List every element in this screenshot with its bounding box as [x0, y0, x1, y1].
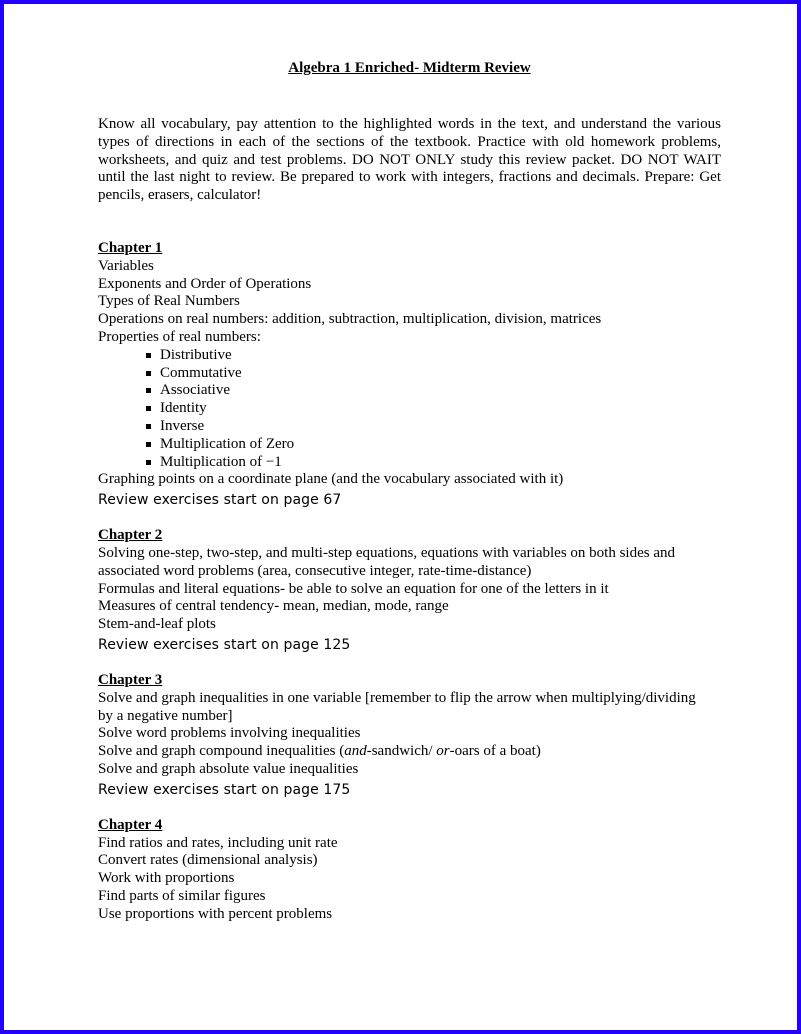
chapter-2-heading: Chapter 2 — [98, 527, 163, 544]
chapter-1-review-note: Review exercises start on page 67 — [98, 492, 342, 509]
chapter-1-heading: Chapter 1 — [98, 239, 163, 256]
chapter-3-line: by a negative number] — [98, 707, 233, 724]
chapter-4-line: Work with proportions — [98, 870, 235, 887]
document-title: Algebra 1 Enriched- Midterm Review — [288, 60, 531, 76]
chapter-2-line: associated word problems (area, consecutive integer, rate-time-distance) — [98, 562, 532, 579]
chapter-4-line: Convert rates (dimensional analysis) — [98, 852, 318, 869]
chapter-3-line: Solve word problems involving inequalities — [98, 725, 361, 742]
chapter-2-line: Measures of central tendency- mean, median, mode, range — [98, 598, 449, 615]
chapter-3-line: Solve and graph inequalities in one variable [remember to flip the arrow when multiplying/dividing — [98, 689, 696, 706]
chapter-1-line: Properties of real numbers: — [98, 328, 261, 345]
chapter-3-review-note: Review exercises start on page 175 — [98, 781, 351, 798]
chapter-1-line: Operations on real numbers: addition, subtraction, multiplication, division, matrices — [98, 311, 602, 328]
chapter-1-line: Graphing points on a coordinate plane (and the vocabulary associated with it) — [98, 471, 564, 488]
chapter-4-line: Find parts of similar figures — [98, 887, 266, 904]
chapter-1-section — [98, 240, 721, 511]
chapter-1-line: Variables — [98, 257, 154, 274]
intro-paragraph: Know all vocabulary, pay attention to the highlighted words in the text, and understand the various types of directions in each of the sections of the textbook. Practice with old homework problems, worksheets, and quiz and test problems. DO NOT ONLY study this review packet. DO NOT WAIT until the last night to review. Be prepared to work with integers, fractions and decimals. Prepare: Get pencils, erasers, calculator! — [98, 116, 721, 204]
chapter-2-line: Formulas and literal equations- be able to solve an equation for one of the letters in it — [98, 580, 609, 597]
list-item: Inverse — [146, 418, 721, 436]
chapter-4-section — [98, 817, 721, 924]
chapter-2-line: Solving one-step, two-step, and multi-step equations, equations with variables on both sides and — [98, 544, 675, 561]
chapter-3-heading: Chapter 3 — [98, 671, 163, 688]
chapter-1-line: Types of Real Numbers — [98, 293, 240, 310]
document-body — [98, 60, 721, 923]
chapter-2-review-note: Review exercises start on page 125 — [98, 636, 351, 653]
chapter-3-line: Solve and graph absolute value inequalities — [98, 760, 359, 777]
chapter-4-line: Find ratios and rates, including unit rate — [98, 834, 338, 851]
chapter-4-heading: Chapter 4 — [98, 816, 163, 833]
list-item: Distributive — [146, 347, 721, 365]
chapter-3-section — [98, 672, 721, 801]
chapter-2-line: Stem-and-leaf plots — [98, 616, 216, 633]
list-item: Commutative — [146, 365, 721, 383]
chapter-1-line: Exponents and Order of Operations — [98, 275, 312, 292]
chapter-3-compound-line: Solve and graph compound inequalities (and-sandwich/ or-oars of a boat) — [98, 743, 541, 760]
properties-list — [98, 347, 721, 472]
list-item: Multiplication of −1 — [146, 454, 721, 472]
list-item: Associative — [146, 382, 721, 400]
chapter-4-line: Use proportions with percent problems — [98, 905, 333, 922]
list-item: Identity — [146, 400, 721, 418]
chapter-2-section — [98, 527, 721, 656]
list-item: Multiplication of Zero — [146, 436, 721, 454]
